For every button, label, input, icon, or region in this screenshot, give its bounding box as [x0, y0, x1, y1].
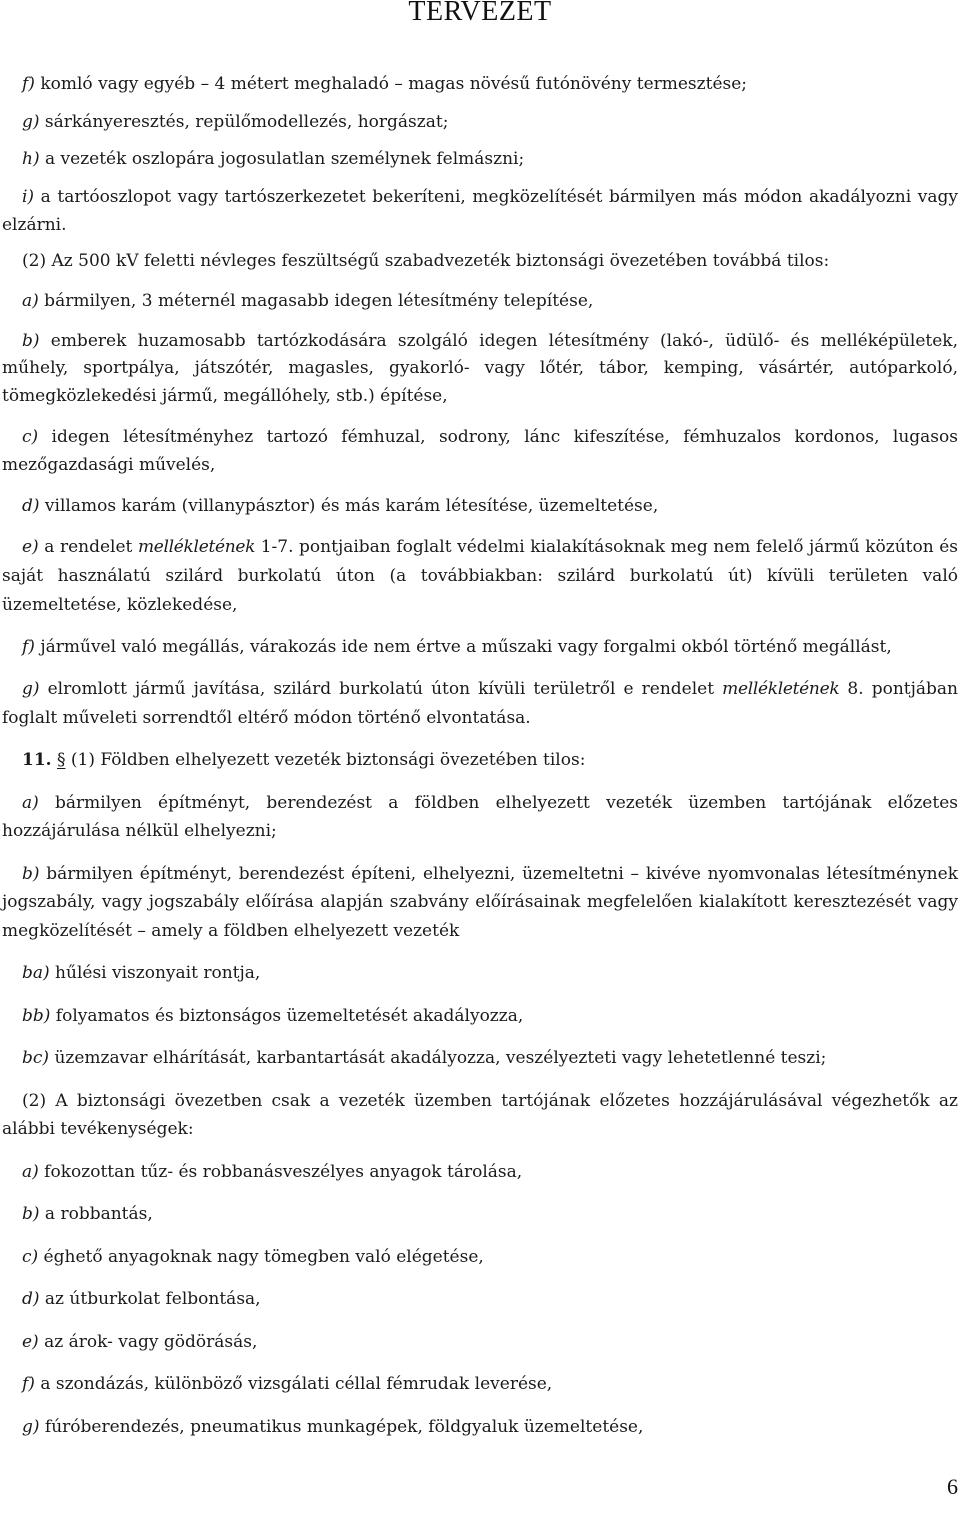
list-item-c: [2, 423, 958, 480]
item-label: a): [22, 1161, 39, 1182]
item-text: a robbantás,: [39, 1204, 153, 1224]
item-label: d): [22, 496, 40, 516]
item-label: ba): [22, 963, 50, 983]
item-text-after: 1-7. pontjaiban foglalt védelmi kialakításoknak meg nem felelő jármű közúton és saját használatú szilárd burkolatú úton (a továbbiakban: szilárd burkolatú út) kívüli területen való üzemeltetése, közlekedése,: [2, 537, 958, 615]
item-label: a): [22, 291, 39, 311]
item-text: bármilyen építményt, berendezést építeni, elhelyezni, üzemeltetni – kivéve nyomvonalas létesítménynek jogszabály, vagy jogszabály előírása alapján szabvány előírásainak megfelelően kialakított keresztezését vagy megközelítését – amely a földben elhelyezett vezeték: [2, 863, 958, 941]
list-item-f: [2, 70, 958, 99]
item-text: éghető anyagoknak nagy tömegben való elégetése,: [38, 1246, 484, 1267]
list-item-bc: [2, 1044, 958, 1073]
section-symbol: §: [56, 750, 66, 770]
item-label: e): [22, 537, 39, 557]
list-item-bb: [2, 1002, 958, 1031]
item-text-before: a rendelet: [38, 537, 138, 557]
item-label: i): [22, 186, 35, 207]
item-text-after: 8. pontjában foglalt műveleti sorrendtől eltérő módon történő elvontatása.: [2, 679, 958, 728]
list-item-b: [2, 328, 958, 411]
item-text: (1) Földben elhelyezett vezeték biztonsági övezetében tilos:: [65, 750, 586, 770]
list-item-a2: [2, 789, 958, 846]
item-label: h): [22, 149, 40, 169]
item-label: b): [22, 863, 40, 884]
list-item-ba: [2, 959, 958, 988]
list-item-d3: [2, 1285, 958, 1314]
item-label: bb): [22, 1005, 51, 1026]
item-text: sárkányeresztés, repülőmodellezés, horgászat;: [39, 111, 449, 132]
item-label: d): [22, 1289, 40, 1309]
paragraph-2b-heading: [2, 1087, 958, 1144]
item-label: b): [22, 330, 40, 351]
item-text: fokozottan tűz- és robbanásveszélyes anyagok tárolása,: [38, 1161, 523, 1182]
list-item-h: [2, 145, 958, 174]
list-item-a3: [2, 1158, 958, 1187]
section-11-heading: [2, 746, 958, 775]
list-item-a: [2, 287, 958, 316]
list-item-g: [2, 108, 958, 137]
item-label: b): [22, 1204, 40, 1224]
item-label: f): [22, 636, 35, 657]
item-text: emberek huzamosabb tartózkodására szolgáló idegen létesítmény (lakó-, üdülő- és melléképületek, műhely, sportpálya, játszótér, magasles, gyakorló- vagy lőtér, tábor, kemping, vásártér, autóparkoló, tömegközlekedési jármű, megállóhely, stb.) építése,: [2, 330, 958, 406]
item-text: járművel való megállás, várakozás ide nem értve a műszaki vagy forgalmi okból történő megállást,: [34, 636, 892, 657]
item-text: villamos karám (villanypásztor) és más karám létesítése, üzemeltetése,: [39, 496, 659, 516]
item-label: e): [22, 1331, 39, 1352]
item-text: a szondázás, különböző vizsgálati céllal fémrudak leverése,: [34, 1374, 553, 1394]
list-item-e: [2, 533, 958, 620]
item-text: folyamatos és biztonságos üzemeltetését akadályozza,: [50, 1005, 524, 1026]
list-item-c3: [2, 1243, 958, 1272]
item-label: f): [22, 1374, 35, 1394]
item-label: g): [22, 679, 40, 699]
list-item-g3: [2, 1413, 958, 1442]
item-label: c): [22, 426, 39, 447]
item-text: idegen létesítményhez tartozó fémhuzal, sodrony, lánc kifeszítése, fémhuzalos kordonos, lugasos mezőgazdasági művelés,: [2, 426, 958, 475]
item-text: hűlési viszonyait rontja,: [49, 963, 261, 983]
section-number: 11.: [22, 750, 52, 770]
item-text: fúróberendezés, pneumatikus munkagépek, földgyaluk üzemeltetése,: [39, 1416, 644, 1437]
item-text: komló vagy egyéb – 4 métert meghaladó – magas növésű futónövény termesztése;: [34, 74, 748, 94]
item-label: c): [22, 1246, 39, 1267]
item-text: üzemzavar elhárítását, karbantartását akadályozza, veszélyezteti vagy lehetetlenné teszi;: [49, 1048, 827, 1068]
item-text: bármilyen építményt, berendezést a földben elhelyezett vezeték üzemben tartójának előzetes hozzájárulása nélkül elhelyezni;: [2, 792, 958, 841]
list-item-g2: [2, 675, 958, 732]
item-text: a vezeték oszlopára jogosulatlan személynek felmászni;: [39, 149, 525, 169]
item-label: bc): [22, 1048, 50, 1068]
annex-reference: mellékletének: [722, 679, 840, 699]
paragraph-2-heading: [2, 247, 958, 276]
item-text: az útburkolat felbontása,: [39, 1289, 261, 1309]
list-item-b3: [2, 1200, 958, 1229]
item-text: (2) A biztonsági övezetben csak a vezeték üzemben tartójának előzetes hozzájárulásával végezhetők az alábbi tevékenységek:: [2, 1090, 958, 1139]
item-text: az árok- vagy gödörásás,: [38, 1331, 258, 1352]
list-item-d: [2, 492, 958, 521]
item-text: bármilyen, 3 méternél magasabb idegen létesítmény telepítése,: [38, 291, 594, 311]
list-item-b2: [2, 860, 958, 946]
page-number: 6: [947, 1474, 958, 1499]
item-text: a tartóoszlopot vagy tartószerkezetet bekeríteni, megközelítését bármilyen más módon akadályozni vagy elzárni.: [2, 186, 958, 235]
item-label: g): [22, 1416, 40, 1437]
item-text-before: elromlott jármű javítása, szilárd burkolatú úton kívüli területről e rendelet: [39, 679, 723, 699]
item-label: a): [22, 792, 39, 813]
item-label: g): [22, 111, 40, 132]
list-item-f3: [2, 1370, 958, 1399]
item-label: f): [22, 74, 35, 94]
page-header-title: TERVEZET: [408, 0, 552, 27]
annex-reference: mellékletének: [137, 537, 256, 557]
list-item-e3: [2, 1328, 958, 1357]
list-item-i: [2, 183, 958, 239]
list-item-f2: [2, 633, 958, 662]
document-body: [2, 70, 958, 1441]
item-text: (2) Az 500 kV feletti névleges feszültségű szabadvezeték biztonsági övezetében továbbá tilos:: [22, 250, 830, 271]
